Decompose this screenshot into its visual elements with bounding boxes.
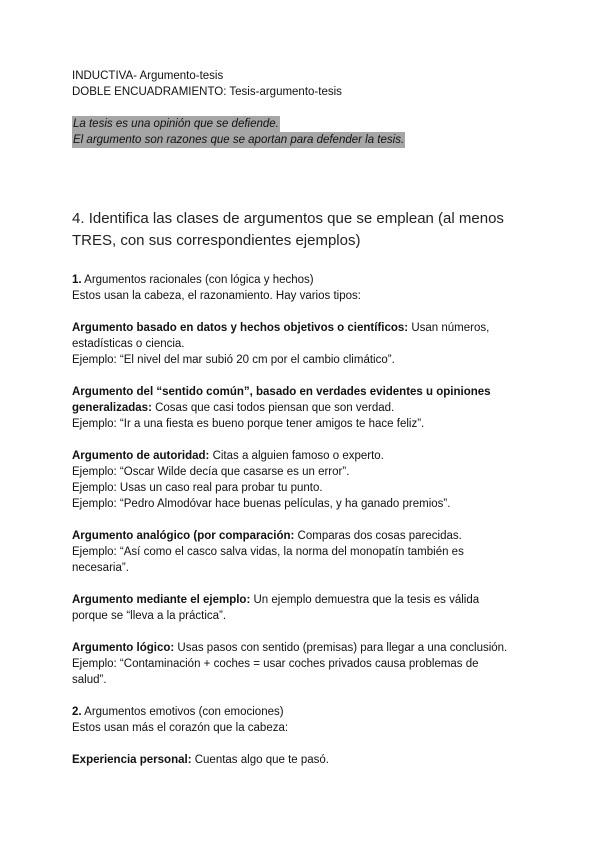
item-label: Argumento analógico (por comparación: — [72, 530, 295, 542]
question-text: Identifica las clases de argumentos que se emplean (al menos TRES, con sus correspondientes ejemplos) — [72, 210, 504, 249]
item-label: Experiencia personal: — [72, 754, 192, 766]
item-example: Ejemplo: Usas un caso real para probar tu punto. — [72, 482, 323, 494]
item-text: Usan números, estadísticas o ciencia. — [72, 322, 490, 350]
item-example: Ejemplo: “Oscar Wilde decía que casarse es un error”. — [72, 466, 350, 478]
item-label: Argumento de autoridad: — [72, 450, 210, 462]
header-line-1: INDUCTIVA- Argumento-tesis — [72, 70, 224, 82]
section-emotive — [72, 704, 512, 736]
argument-item — [72, 528, 512, 576]
item-label: Argumento basado en datos y hechos objetivos o científicos: — [72, 322, 409, 334]
header-line-2: DOBLE ENCUADRAMIENTO: Tesis-argumento-tesis — [72, 86, 342, 98]
item-label: Argumento del “sentido común”, basado en verdades evidentes u opiniones generalizadas: — [72, 386, 491, 414]
section-1-desc: Estos usan la cabeza, el razonamiento. Hay varios tipos: — [72, 290, 361, 302]
section-1-number: 1. — [72, 274, 82, 286]
section-1-title: Argumentos racionales (con lógica y hechos) — [81, 274, 314, 286]
item-text: Comparas dos cosas parecidas. — [294, 530, 462, 542]
highlighted-definitions — [72, 116, 512, 148]
argument-item — [72, 752, 512, 768]
item-example: Ejemplo: “Contaminación + coches = usar coches privados causa problemas de salud”. — [72, 658, 479, 686]
item-example: Ejemplo: “Pedro Almodóvar hace buenas películas, y ha ganado premios”. — [72, 498, 451, 510]
argument-item — [72, 320, 512, 368]
section-rational — [72, 272, 512, 304]
question-number: 4. — [72, 210, 89, 227]
argument-item — [72, 448, 512, 512]
item-example: Ejemplo: “Ir a una fiesta es bueno porque tener amigos te hace feliz”. — [72, 418, 425, 430]
item-example: Ejemplo: “Así como el casco salva vidas, la norma del monopatín también es necesaria”. — [72, 546, 464, 574]
argument-item — [72, 592, 512, 624]
item-text: Un ejemplo demuestra que la tesis es válida porque se “lleva a la práctica”. — [72, 594, 480, 622]
item-example: Ejemplo: “El nivel del mar subió 20 cm por el cambio climático”. — [72, 354, 395, 366]
argument-item — [72, 384, 512, 432]
highlight-thesis: La tesis es una opinión que se defiende. — [73, 118, 279, 130]
item-label: Argumento lógico: — [72, 642, 175, 654]
question-heading — [72, 208, 512, 252]
highlight-argument: El argumento son razones que se aportan para defender la tesis. — [73, 134, 405, 146]
item-text: Cuentas algo que te pasó. — [191, 754, 329, 766]
section-2-number: 2. — [72, 706, 82, 718]
item-text: Cosas que casi todos piensan que son verdad. — [151, 402, 395, 414]
item-text: Citas a alguien famoso o experto. — [209, 450, 384, 462]
section-2-title: Argumentos emotivos (con emociones) — [81, 706, 284, 718]
document-content — [72, 68, 512, 768]
item-text: Usas pasos con sentido (premisas) para llegar a una conclusión. — [174, 642, 508, 654]
item-label: Argumento mediante el ejemplo: — [72, 594, 251, 606]
argument-item — [72, 640, 512, 688]
section-2-desc: Estos usan más el corazón que la cabeza: — [72, 722, 289, 734]
